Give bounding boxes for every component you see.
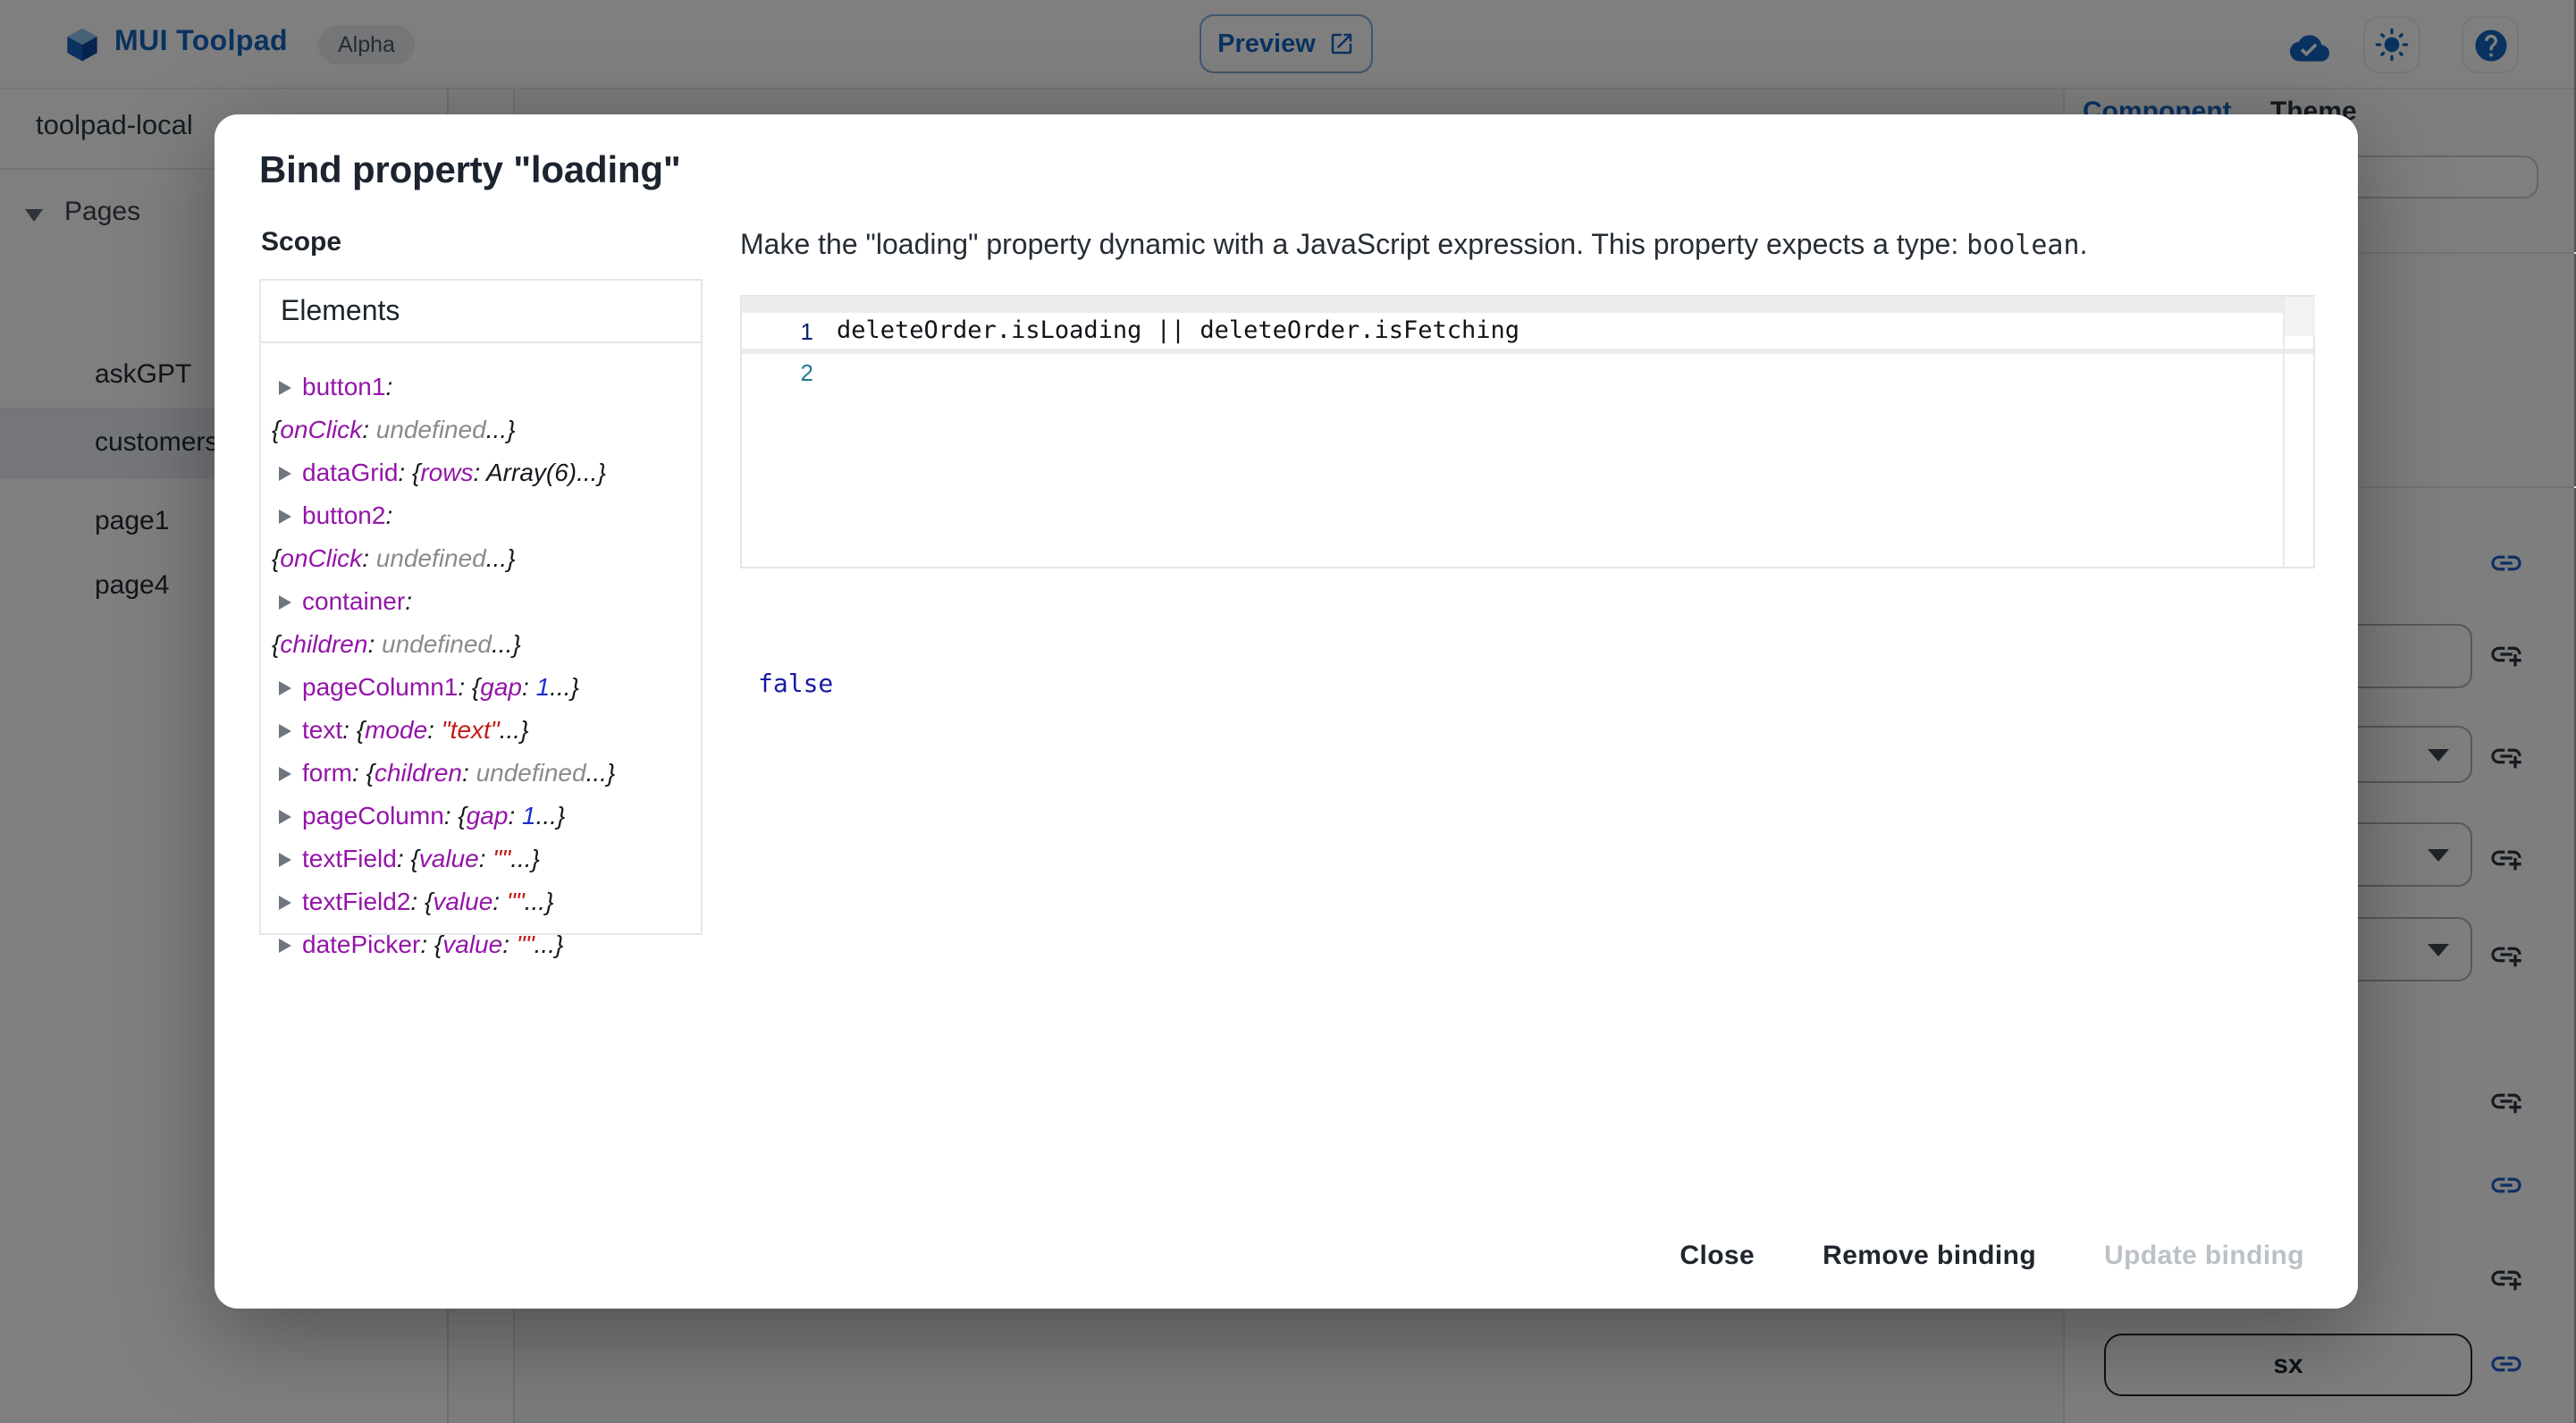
dialog-description (740, 229, 2087, 263)
scope-tree-item[interactable]: {onClick: undefined...} (272, 415, 516, 443)
description-text: Make the "loading" property dynamic with a JavaScript expression. This property expects a type: (740, 231, 1967, 261)
line-number: 2 (800, 358, 813, 385)
expand-caret-icon (279, 853, 291, 867)
expand-caret-icon (279, 896, 291, 910)
editor-scrollbar-divider[interactable] (2283, 297, 2285, 567)
scope-label: Scope (261, 227, 342, 257)
scope-tree-item[interactable]: text: {mode: "text"...} (272, 708, 694, 751)
line-number: 1 (800, 317, 813, 344)
editor-line-2 (742, 354, 2313, 390)
scope-tree (261, 343, 701, 965)
close-button[interactable]: Close (1656, 1226, 1778, 1285)
editor-top-strip (742, 297, 2313, 313)
description-type: boolean (1966, 229, 2080, 261)
scope-tree-item[interactable]: dataGrid: {rows: Array(6)...} (272, 450, 694, 493)
editor-line-1 (742, 313, 2313, 349)
dialog-actions (1656, 1226, 2328, 1285)
scope-tree-item[interactable]: {children: undefined...} (272, 629, 521, 658)
evaluation-result: false (758, 670, 834, 699)
update-binding-button[interactable]: Update binding (2081, 1226, 2328, 1285)
expand-caret-icon (279, 810, 291, 824)
expand-caret-icon (279, 724, 291, 738)
scope-tree-item[interactable]: button1: (272, 365, 694, 408)
scope-tree-item[interactable]: form: {children: undefined...} (272, 751, 694, 794)
description-period: . (2079, 231, 2088, 261)
bind-property-dialog (215, 114, 2358, 1309)
scope-tree-item[interactable]: datePicker: {value: ""...} (272, 922, 694, 965)
scope-tree-item[interactable]: textField: {value: ""...} (272, 837, 694, 880)
scope-tree-item[interactable]: textField2: {value: ""...} (272, 880, 694, 922)
expand-caret-icon (279, 509, 291, 524)
expand-caret-icon (279, 681, 291, 695)
expand-caret-icon (279, 595, 291, 610)
dialog-title: Bind property "loading" (259, 150, 681, 191)
code-text: deleteOrder.isLoading || deleteOrder.isFetching (837, 316, 1520, 345)
scope-tree-item[interactable]: {onClick: undefined...} (272, 543, 516, 572)
editor-scroll-decoration (2285, 297, 2315, 336)
scope-tree-item[interactable]: pageColumn1: {gap: 1...} (272, 665, 694, 708)
elements-header[interactable]: Elements (261, 281, 701, 343)
scope-tree-item[interactable]: button2: (272, 493, 694, 536)
expand-caret-icon (279, 381, 291, 395)
expand-caret-icon (279, 939, 291, 953)
remove-binding-button[interactable]: Remove binding (1799, 1226, 2059, 1285)
scope-elements-box (259, 279, 703, 958)
expand-caret-icon (279, 767, 291, 781)
scope-tree-item[interactable]: pageColumn: {gap: 1...} (272, 794, 694, 837)
expression-code-editor[interactable] (740, 295, 2315, 568)
expand-caret-icon (279, 467, 291, 481)
scope-tree-item[interactable]: container: (272, 579, 694, 622)
